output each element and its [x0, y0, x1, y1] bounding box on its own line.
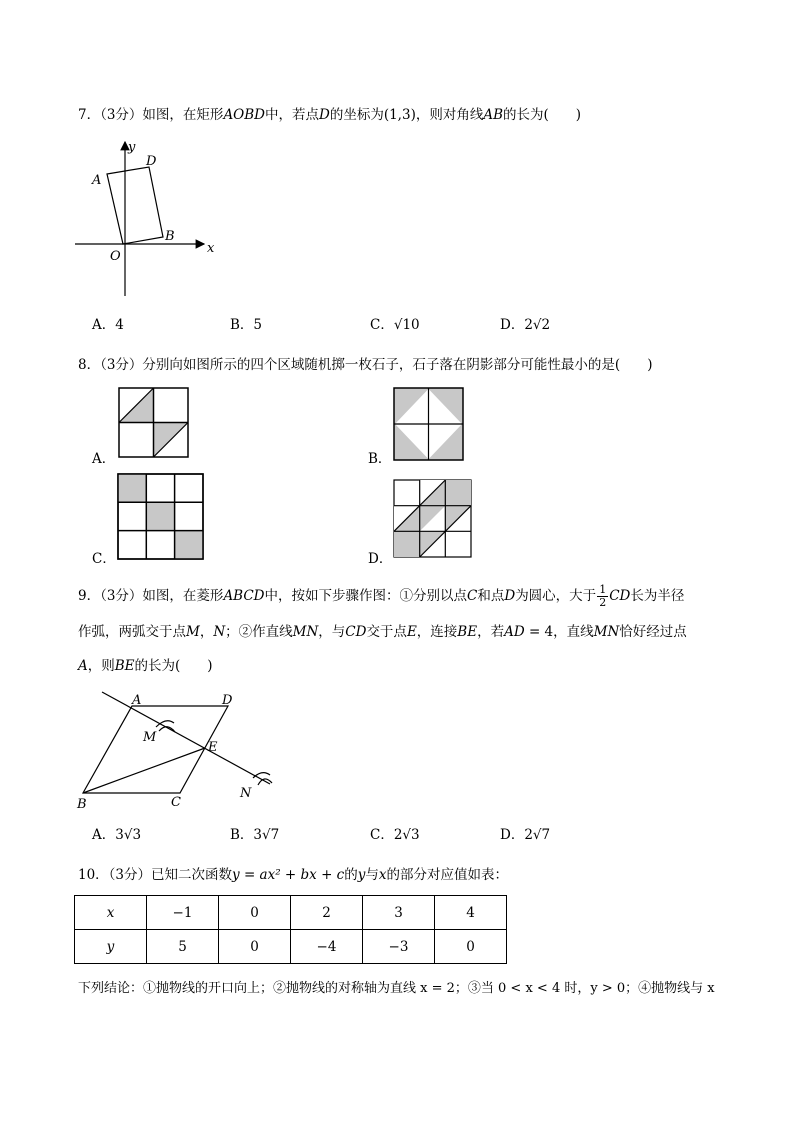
table-cell: x: [75, 896, 147, 930]
table-cell: y: [75, 930, 147, 964]
q7-text-2: 中，若点: [265, 107, 319, 123]
q9-label-b: B: [77, 797, 87, 812]
q9-figure: [70, 690, 285, 812]
q9-stem-line2: 作弧，两弧交于点M，N；②作直线MN，与CD交于点E，连接BE，若AD = 4，直线MN恰好经过点: [78, 624, 687, 640]
q10-stem: 10．（3分）已知二次函数y = ax² + bx + c的y与x的部分对应值如表：: [78, 867, 508, 883]
q7-text-5: 的长为( ): [503, 107, 582, 123]
q9-option-b: B．3√7: [230, 827, 280, 843]
q7-figure: [70, 136, 230, 301]
q7-diag: AB: [483, 107, 504, 123]
table-cell: 4: [435, 896, 507, 930]
q9-option-a: A．3√3: [92, 827, 142, 843]
table-cell: −4: [291, 930, 363, 964]
q8-option-c: C．: [92, 551, 116, 567]
q8-option-b: B．: [368, 451, 392, 467]
q9-fraction: $\frac{1}{2}$: [599, 583, 607, 609]
q9-label-c: C: [171, 795, 181, 810]
q8-stem: 8．（3分）分别向如图所示的四个区域随机掷一枚石子，石子落在阴影部分可能性最小的是( ): [78, 357, 653, 373]
table-cell: −3: [363, 930, 435, 964]
q9-stem-line3: A，则BE的长为( ): [78, 658, 213, 674]
q7-point-d: D: [319, 107, 330, 123]
q9-label-e: E: [208, 740, 218, 755]
q9-segment-be: [83, 748, 205, 793]
q9-label-m: M: [143, 730, 157, 745]
q8-figure-b: [393, 387, 465, 463]
table-cell: 2: [291, 896, 363, 930]
q7-label-d: D: [146, 154, 157, 169]
q7-text-3: 的坐标为: [329, 107, 384, 123]
table-cell: −1: [147, 896, 219, 930]
table-row: [75, 930, 507, 964]
table-cell: 0: [219, 896, 291, 930]
q7-label-b: B: [165, 229, 175, 244]
q7-rect-name: AOBD: [223, 107, 265, 123]
q7-rectangle: [107, 167, 163, 244]
q8-figure-d: [393, 479, 473, 559]
q10-value-table: [74, 895, 507, 964]
q7-label-o: O: [110, 249, 121, 264]
q9-stem-line1: 9．（3分）如图，在菱形ABCD中，按如下步骤作图：①分别以点C和点D为圆心，大于 $\frac{1}{2}$ CD长为半径: [78, 583, 685, 609]
q9-option-d: D．2√7: [500, 827, 551, 843]
table-cell: 5: [147, 930, 219, 964]
q7-option-a: A．4: [92, 317, 124, 333]
q7-label-x: x: [207, 241, 215, 256]
q7-text-4: ，则对角线: [415, 107, 484, 123]
q7-text-1: 7．（3分）如图，在矩形: [78, 107, 224, 123]
q8-option-a: A．: [92, 451, 116, 467]
table-cell: 0: [219, 930, 291, 964]
q10-conclusions: 下列结论：①抛物线的开口向上；②抛物线的对称轴为直线 x = 2；③当 0 < x < 4 时，y > 0；④抛物线与 x: [78, 981, 715, 996]
q9-label-d: D: [222, 693, 233, 708]
q8-figure-c: [117, 473, 205, 561]
q9-label-a: A: [132, 693, 142, 708]
q7-option-c: C．√10: [370, 317, 420, 333]
q7-coord: (1,3): [383, 107, 416, 123]
q7-label-a: A: [92, 173, 102, 188]
table-cell: 0: [435, 930, 507, 964]
q7-stem: [78, 106, 581, 124]
q9-label-n: N: [240, 786, 252, 801]
q8-option-d: D．: [368, 551, 393, 567]
q8-figure-a: [118, 387, 190, 459]
q9-option-c: C．2√3: [370, 827, 420, 843]
q7-label-y: y: [128, 140, 136, 155]
table-row: [75, 896, 507, 930]
q7-option-b: B．5: [230, 317, 263, 333]
table-cell: 3: [363, 896, 435, 930]
q7-option-d: D．2√2: [500, 317, 551, 333]
q10-function: y = ax² + bx + c: [232, 867, 345, 883]
